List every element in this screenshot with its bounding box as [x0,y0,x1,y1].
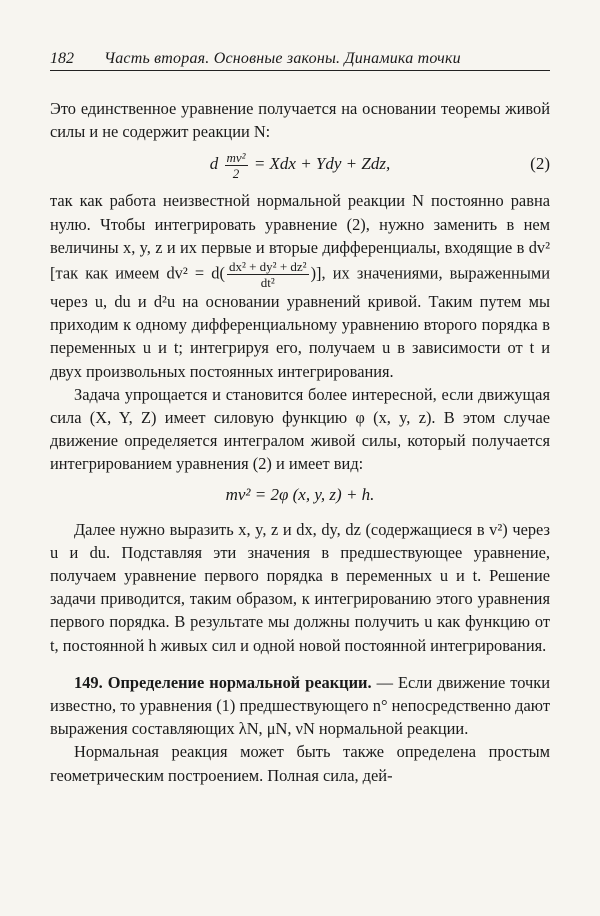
paragraph-1: Это единственное уравнение получается на основании теоремы живой силы и не содержит реакции N: [50,99,550,142]
paragraph-4: Далее нужно выразить x, y, z и dx, dy, dz (содержащиеся в v²) через u и du. Подставляя эти значения в предшествующее уравнение, получаем уравнение первого порядка в переменных u и t. Решение задачи приводится, таким образом, к интегрированию этого уравнения первого порядка. В результате мы должны получить u как функцию от t, постоянной h живых сил и одной новой постоянной интегрирования. [50,519,550,655]
section-gap [50,657,550,671]
paragraph-3: Задача упрощается и становится более интересной, если движущая сила (X, Y, Z) имеет силовую функцию φ (x, y, z). В этом случае движение определяется интегралом живой силы, который получается интегрированием уравнения (2) и имеет вид: [50,384,550,474]
running-title: Часть вторая. Основные законы. Динамика точки [104,50,461,67]
equation-number: (2) [530,154,550,174]
equation-2-left: d [209,154,219,174]
paragraph-2-part-b: )], их значениями, выраженными через u, du и d²u на основании уравнений кривой. Таким путем мы приходим к одному дифференциальному уравнению второго порядка в переменных u и t; интегрируя его, получаем u в зависимости от t и двух произвольных постоянных интегрирования. [50,263,550,381]
equation-2 [50,145,550,183]
section-title: 149. Определение нормальной реакции. [74,672,372,692]
inline-fraction-numerator: dx² + dy² + dz² [228,259,307,275]
equation-2-numerator: mv² [226,150,246,165]
equation-2-denominator: 2 [232,166,240,181]
inline-fraction [227,259,309,290]
paragraph-2 [50,189,550,382]
inline-fraction-denominator: dt² [260,275,275,291]
equation-2-fraction [225,150,248,181]
equation-2-right: = Xdx + Ydy + Zdz, [253,154,391,174]
running-header [50,50,550,71]
page-number: 182 [50,50,74,67]
section-149 [50,671,550,741]
section-text: — Если движение точки известно, то уравнения (1) предшествующего n° непосредственно дают выражения составляющих λN, μN, νN нормальной реакции. [50,672,550,739]
paragraph-2-part-a: так как работа неизвестной нормальной реакции N постоянно равна нулю. Чтобы интегрировать уравнение (2), нужно заменить в нем величины x, y, z и их первые и вторые дифференциалы, входящие в dv² [так как имеем dv² = d( [50,191,550,283]
paragraph-6: Нормальная реакция может быть также определена простым геометрическим построением. Полная сила, дей- [50,742,550,785]
energy-integral-equation: mv² = 2φ (x, y, z) + h. [225,484,375,504]
